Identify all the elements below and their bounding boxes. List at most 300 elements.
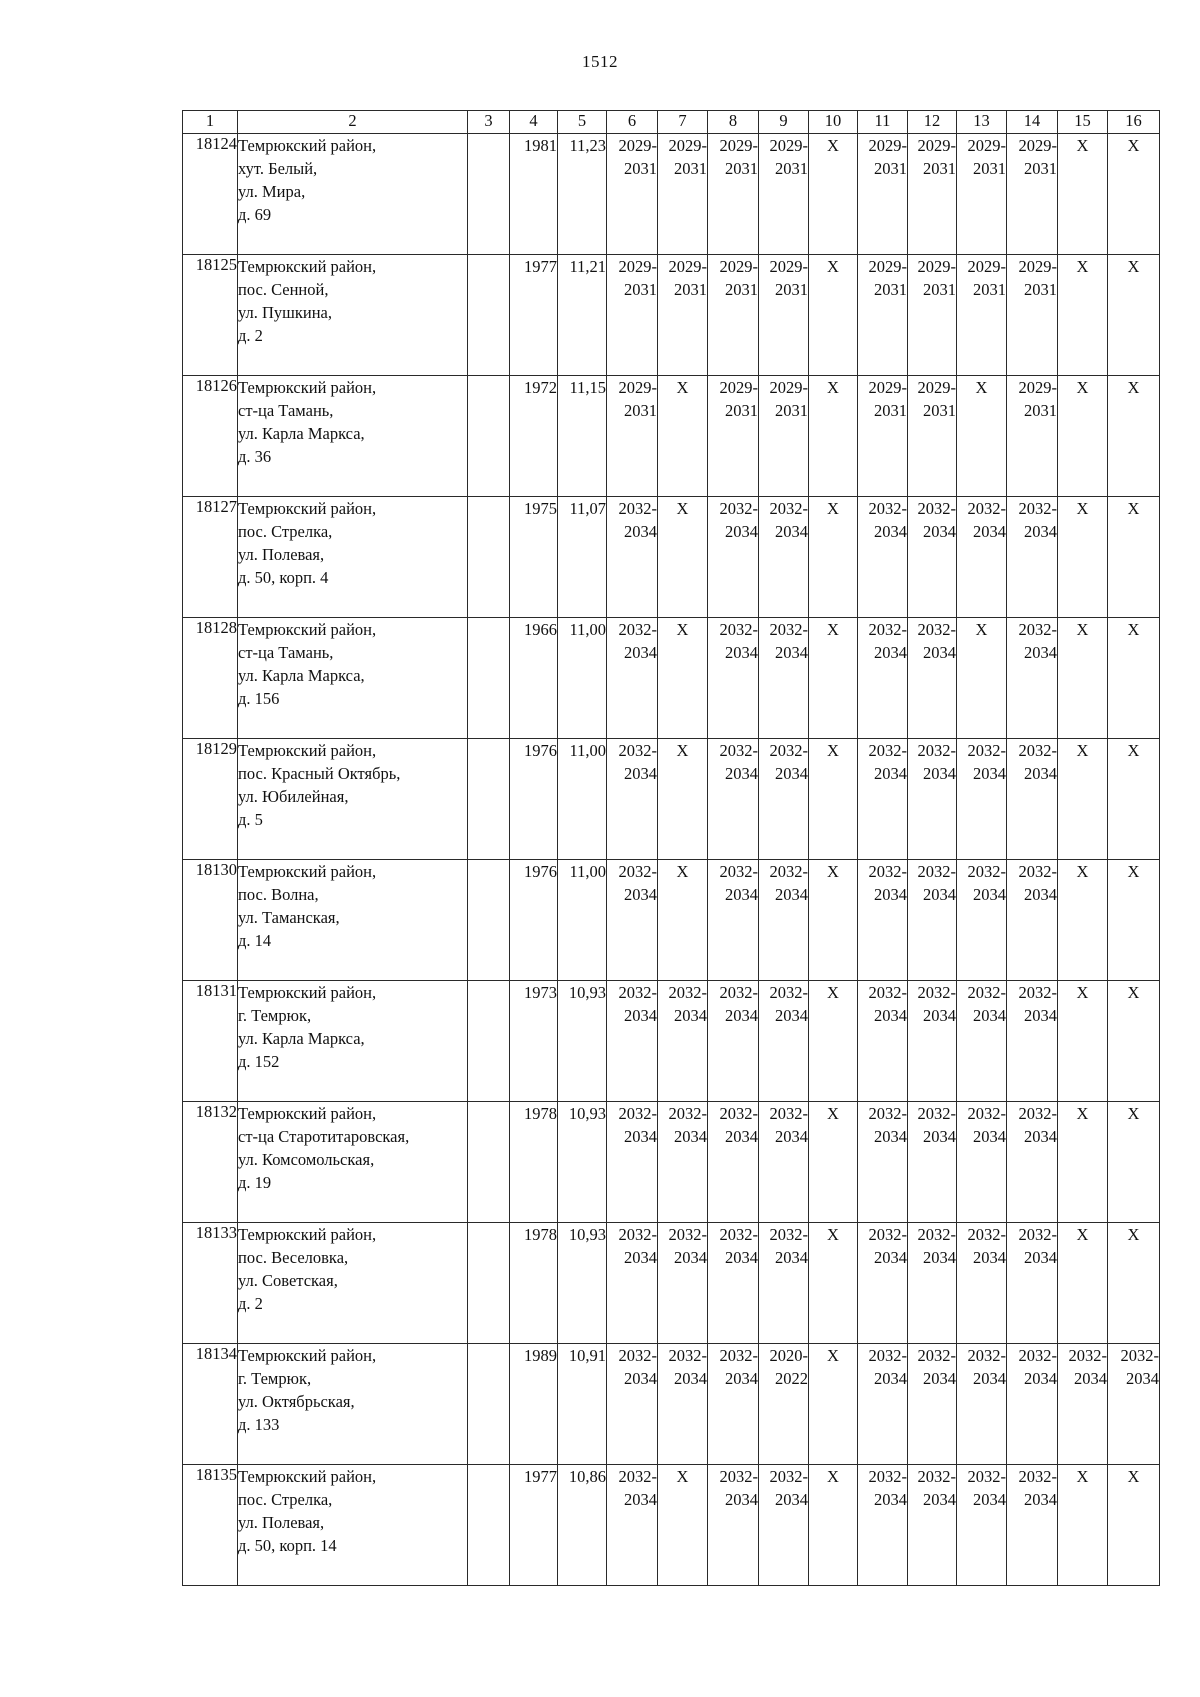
column-header-13: 13 [957, 111, 1007, 134]
period-line: 2034 [973, 885, 1006, 904]
period-line: 2032- [618, 1104, 657, 1123]
period-cell-col-6 [607, 376, 658, 497]
row-number-cell: 18130 [183, 860, 238, 981]
period-line: 2034 [973, 1006, 1006, 1025]
period-line: 2029- [618, 378, 657, 397]
column-header-9: 9 [759, 111, 809, 134]
cell-col-3 [468, 860, 510, 981]
period-line: 2031 [775, 159, 808, 178]
period-line: 2032- [967, 1104, 1006, 1123]
period-line: 2032- [1018, 1467, 1057, 1486]
period-line: 2034 [874, 1248, 907, 1267]
period-cell-col-14 [1007, 981, 1058, 1102]
period-line: 2034 [624, 1248, 657, 1267]
period-cell-col-14 [1007, 1102, 1058, 1223]
cell-line: ул. Карла Маркса, [238, 1029, 365, 1048]
period-cell-col-14 [1007, 497, 1058, 618]
cell-col-10: X [809, 255, 858, 376]
period-cell-col-8 [708, 1102, 759, 1223]
period-cell-col-11 [858, 1465, 908, 1586]
period-line: 2032- [868, 983, 907, 1002]
period-cell-col-9 [759, 1465, 809, 1586]
period-line: 2029- [868, 378, 907, 397]
period-line: 2034 [1024, 1369, 1057, 1388]
period-cell-col-11 [858, 1344, 908, 1465]
cell-col-5: 10,93 [558, 981, 607, 1102]
address-cell [238, 255, 468, 376]
cell-line: ул. Советская, [238, 1271, 338, 1290]
period-line: 2034 [775, 1248, 808, 1267]
column-header-11: 11 [858, 111, 908, 134]
period-cell-col-8 [708, 497, 759, 618]
cell-col-10: X [809, 376, 858, 497]
cell-line: д. 50, корп. 14 [238, 1536, 337, 1555]
period-line: 2031 [725, 159, 758, 178]
period-line: 2029- [668, 136, 707, 155]
period-line: 2029- [917, 257, 956, 276]
cell-col-15: X [1058, 255, 1108, 376]
cell-col-7: X [658, 739, 708, 860]
period-cell-col-15 [1058, 1344, 1108, 1465]
period-line: 2032- [868, 1346, 907, 1365]
period-line: 2032- [618, 1225, 657, 1244]
period-cell-col-11 [858, 376, 908, 497]
period-cell-col-12 [908, 1223, 957, 1344]
period-cell-col-8 [708, 255, 759, 376]
period-line: 2034 [874, 885, 907, 904]
address-cell [238, 860, 468, 981]
row-number-cell: 18128 [183, 618, 238, 739]
cell-line: ул. Карла Маркса, [238, 666, 365, 685]
period-line: 2029- [1018, 136, 1057, 155]
table-row [183, 981, 1160, 1102]
row-number-cell: 18126 [183, 376, 238, 497]
cell-line: ул. Таманская, [238, 908, 340, 927]
period-line: 2034 [874, 1490, 907, 1509]
cell-col-16: X [1108, 255, 1160, 376]
period-line: 2031 [923, 280, 956, 299]
period-line: 2034 [725, 1127, 758, 1146]
cell-col-3 [468, 134, 510, 255]
column-header-3: 3 [468, 111, 510, 134]
period-line: 2031 [775, 280, 808, 299]
cell-col-5: 10,93 [558, 1102, 607, 1223]
column-header-15: 15 [1058, 111, 1108, 134]
period-cell-col-6 [607, 134, 658, 255]
cell-line: Темрюкский район, [238, 741, 377, 760]
period-cell-col-12 [908, 134, 957, 255]
cell-col-10: X [809, 1465, 858, 1586]
period-cell-col-6 [607, 1344, 658, 1465]
period-line: 2031 [923, 401, 956, 420]
period-cell-col-12 [908, 981, 957, 1102]
row-number-cell: 18125 [183, 255, 238, 376]
period-line: 2032- [668, 1346, 707, 1365]
period-cell-col-8 [708, 618, 759, 739]
period-line: 2034 [624, 764, 657, 783]
period-line: 2032- [967, 1346, 1006, 1365]
period-cell-col-16 [1108, 1344, 1160, 1465]
period-cell-col-12 [908, 497, 957, 618]
period-cell-col-6 [607, 1102, 658, 1223]
cell-line: ст-ца Старотитаровская, [238, 1127, 410, 1146]
cell-line: д. 69 [238, 205, 272, 224]
cell-line: ул. Мира, [238, 182, 306, 201]
cell-col-16: X [1108, 618, 1160, 739]
period-line: 2032- [967, 983, 1006, 1002]
register-table [182, 110, 1160, 1586]
period-cell-col-13 [957, 255, 1007, 376]
cell-line: ул. Комсомольская, [238, 1150, 375, 1169]
period-line: 2032- [967, 741, 1006, 760]
cell-col-16: X [1108, 981, 1160, 1102]
period-line: 2034 [725, 764, 758, 783]
period-line: 2034 [923, 1369, 956, 1388]
period-cell-col-12 [908, 1102, 957, 1223]
page-number: 1512 [582, 52, 618, 71]
cell-col-15: X [1058, 739, 1108, 860]
table-row [183, 376, 1160, 497]
period-line: 2032- [967, 1467, 1006, 1486]
address-cell [238, 981, 468, 1102]
column-header-16: 16 [1108, 111, 1160, 134]
address-cell [238, 1102, 468, 1223]
period-cell-col-8 [708, 134, 759, 255]
row-number-cell: 18132 [183, 1102, 238, 1223]
period-cell-col-7 [658, 1102, 708, 1223]
cell-col-5: 11,15 [558, 376, 607, 497]
cell-line: пос. Стрелка, [238, 522, 333, 541]
period-cell-col-9 [759, 255, 809, 376]
period-line: 2034 [874, 1127, 907, 1146]
period-cell-col-11 [858, 1223, 908, 1344]
period-cell-col-6 [607, 981, 658, 1102]
column-header-12: 12 [908, 111, 957, 134]
period-line: 2034 [874, 1369, 907, 1388]
period-line: 2034 [1024, 1127, 1057, 1146]
cell-col-3 [468, 1223, 510, 1344]
period-line: 2031 [674, 159, 707, 178]
cell-col-7: X [658, 1465, 708, 1586]
period-cell-col-11 [858, 739, 908, 860]
cell-line: Темрюкский район, [238, 378, 377, 397]
period-cell-col-12 [908, 618, 957, 739]
cell-col-16: X [1108, 1223, 1160, 1344]
period-line: 2032- [917, 620, 956, 639]
period-line: 2034 [775, 522, 808, 541]
period-line: 2034 [624, 1490, 657, 1509]
address-cell [238, 134, 468, 255]
period-cell-col-14 [1007, 255, 1058, 376]
row-number-cell: 18135 [183, 1465, 238, 1586]
cell-col-10: X [809, 1223, 858, 1344]
period-line: 2031 [874, 280, 907, 299]
period-line: 2034 [923, 643, 956, 662]
period-line: 2029- [967, 257, 1006, 276]
table-row [183, 1223, 1160, 1344]
cell-line: ул. Карла Маркса, [238, 424, 365, 443]
period-line: 2032- [719, 620, 758, 639]
period-line: 2032- [668, 1104, 707, 1123]
column-header-4: 4 [510, 111, 558, 134]
period-cell-col-9 [759, 618, 809, 739]
address-cell [238, 497, 468, 618]
cell-col-4: 1981 [510, 134, 558, 255]
period-cell-col-12 [908, 739, 957, 860]
cell-col-4: 1975 [510, 497, 558, 618]
period-line: 2029- [1018, 378, 1057, 397]
cell-line: Темрюкский район, [238, 1467, 377, 1486]
period-line: 2029- [967, 136, 1006, 155]
table-row [183, 618, 1160, 739]
period-cell-col-7 [658, 1223, 708, 1344]
period-cell-col-8 [708, 1465, 759, 1586]
cell-col-5: 11,00 [558, 739, 607, 860]
cell-col-5: 10,86 [558, 1465, 607, 1586]
period-line: 2031 [674, 280, 707, 299]
cell-col-5: 11,21 [558, 255, 607, 376]
cell-col-4: 1976 [510, 860, 558, 981]
cell-line: д. 5 [238, 810, 263, 829]
column-header-5: 5 [558, 111, 607, 134]
period-line: 2029- [868, 136, 907, 155]
cell-col-4: 1978 [510, 1102, 558, 1223]
period-cell-col-11 [858, 618, 908, 739]
period-line: 2032- [1018, 1225, 1057, 1244]
period-line: 2034 [1024, 643, 1057, 662]
period-cell-col-13 [957, 739, 1007, 860]
period-cell-col-12 [908, 376, 957, 497]
period-line: 2034 [973, 1490, 1006, 1509]
period-line: 2032- [769, 499, 808, 518]
period-line: 2034 [725, 1006, 758, 1025]
period-cell-col-7 [658, 255, 708, 376]
cell-line: ул. Пушкина, [238, 303, 333, 322]
period-cell-col-13 [957, 981, 1007, 1102]
period-line: 2034 [1024, 522, 1057, 541]
period-line: 2032- [868, 741, 907, 760]
cell-col-3 [468, 739, 510, 860]
cell-col-3 [468, 255, 510, 376]
cell-line: Темрюкский район, [238, 1104, 377, 1123]
cell-col-5: 10,93 [558, 1223, 607, 1344]
period-cell-col-9 [759, 134, 809, 255]
cell-col-10: X [809, 739, 858, 860]
period-cell-col-13 [957, 860, 1007, 981]
period-cell-col-14 [1007, 134, 1058, 255]
cell-col-3 [468, 497, 510, 618]
period-line: 2029- [1018, 257, 1057, 276]
period-line: 2034 [973, 1369, 1006, 1388]
period-line: 2034 [973, 764, 1006, 783]
cell-line: Темрюкский район, [238, 983, 377, 1002]
period-line: 2032- [668, 983, 707, 1002]
period-line: 2034 [1024, 885, 1057, 904]
cell-col-5: 10,91 [558, 1344, 607, 1465]
cell-line: д. 50, корп. 4 [238, 568, 329, 587]
cell-col-4: 1989 [510, 1344, 558, 1465]
period-line: 2029- [769, 378, 808, 397]
period-cell-col-9 [759, 1223, 809, 1344]
address-cell [238, 1223, 468, 1344]
period-cell-col-6 [607, 739, 658, 860]
period-cell-col-7 [658, 134, 708, 255]
period-line: 2034 [1126, 1369, 1159, 1388]
cell-col-15: X [1058, 618, 1108, 739]
row-number-cell: 18127 [183, 497, 238, 618]
cell-line: Темрюкский район, [238, 499, 377, 518]
period-line: 2032- [1018, 983, 1057, 1002]
period-cell-col-14 [1007, 1465, 1058, 1586]
period-cell-col-9 [759, 497, 809, 618]
cell-col-4: 1972 [510, 376, 558, 497]
cell-col-10: X [809, 860, 858, 981]
cell-col-16: X [1108, 860, 1160, 981]
period-cell-col-9 [759, 1102, 809, 1223]
period-line: 2032- [1018, 499, 1057, 518]
period-line: 2029- [719, 257, 758, 276]
period-line: 2031 [624, 280, 657, 299]
period-line: 2034 [874, 522, 907, 541]
period-line: 2034 [624, 522, 657, 541]
period-line: 2034 [624, 885, 657, 904]
period-line: 2034 [775, 1127, 808, 1146]
period-line: 2032- [719, 1346, 758, 1365]
period-cell-col-13 [957, 1465, 1007, 1586]
period-line: 2031 [624, 159, 657, 178]
period-line: 2029- [719, 378, 758, 397]
period-cell-col-8 [708, 376, 759, 497]
cell-col-10: X [809, 1102, 858, 1223]
cell-line: д. 152 [238, 1052, 280, 1071]
cell-col-7: X [658, 860, 708, 981]
period-line: 2032- [917, 862, 956, 881]
period-line: 2032- [1068, 1346, 1107, 1365]
address-cell [238, 618, 468, 739]
period-line: 2034 [923, 1248, 956, 1267]
period-line: 2029- [917, 136, 956, 155]
cell-col-3 [468, 981, 510, 1102]
table-row [183, 134, 1160, 255]
table-header [183, 111, 1160, 134]
table-row [183, 497, 1160, 618]
period-line: 2032- [868, 1225, 907, 1244]
address-cell [238, 1344, 468, 1465]
period-line: 2034 [624, 1006, 657, 1025]
period-line: 2032- [618, 741, 657, 760]
cell-col-4: 1976 [510, 739, 558, 860]
cell-col-3 [468, 1465, 510, 1586]
period-line: 2032- [769, 620, 808, 639]
cell-line: Темрюкский район, [238, 620, 377, 639]
period-line: 2032- [769, 862, 808, 881]
period-line: 2031 [973, 280, 1006, 299]
period-line: 2032- [618, 1467, 657, 1486]
cell-line: ст-ца Тамань, [238, 401, 334, 420]
period-line: 2032- [769, 983, 808, 1002]
period-line: 2032- [967, 1225, 1006, 1244]
address-cell [238, 1465, 468, 1586]
period-line: 2034 [725, 1248, 758, 1267]
cell-col-16: X [1108, 376, 1160, 497]
cell-col-3 [468, 1102, 510, 1223]
period-cell-col-8 [708, 1344, 759, 1465]
period-line: 2032- [719, 1104, 758, 1123]
period-line: 2031 [725, 401, 758, 420]
period-cell-col-13 [957, 497, 1007, 618]
period-line: 2022 [775, 1369, 808, 1388]
cell-col-4: 1977 [510, 1465, 558, 1586]
period-line: 2032- [618, 862, 657, 881]
cell-col-5: 11,23 [558, 134, 607, 255]
cell-col-15: X [1058, 1223, 1108, 1344]
cell-col-7: X [658, 376, 708, 497]
period-line: 2034 [923, 1006, 956, 1025]
row-number-cell: 18134 [183, 1344, 238, 1465]
cell-col-10: X [809, 618, 858, 739]
cell-col-16: X [1108, 739, 1160, 860]
column-header-14: 14 [1007, 111, 1058, 134]
table-row [183, 1344, 1160, 1465]
period-line: 2032- [769, 1467, 808, 1486]
cell-line: Темрюкский район, [238, 1225, 377, 1244]
column-header-2: 2 [238, 111, 468, 134]
cell-col-10: X [809, 1344, 858, 1465]
cell-line: д. 19 [238, 1173, 272, 1192]
period-line: 2031 [775, 401, 808, 420]
period-line: 2034 [923, 1127, 956, 1146]
period-cell-col-13 [957, 1344, 1007, 1465]
period-cell-col-9 [759, 376, 809, 497]
cell-col-10: X [809, 134, 858, 255]
period-line: 2034 [725, 885, 758, 904]
period-cell-col-12 [908, 255, 957, 376]
cell-line: Темрюкский район, [238, 136, 377, 155]
table-row [183, 860, 1160, 981]
period-line: 2032- [618, 1346, 657, 1365]
period-cell-col-14 [1007, 1223, 1058, 1344]
period-line: 2032- [719, 499, 758, 518]
cell-line: хут. Белый, [238, 159, 318, 178]
period-line: 2032- [917, 1467, 956, 1486]
period-line: 2034 [1024, 1248, 1057, 1267]
period-line: 2029- [769, 136, 808, 155]
period-line: 2034 [973, 522, 1006, 541]
period-line: 2031 [624, 401, 657, 420]
period-line: 2034 [624, 1369, 657, 1388]
address-cell [238, 739, 468, 860]
period-line: 2032- [618, 499, 657, 518]
period-cell-col-14 [1007, 376, 1058, 497]
cell-col-5: 11,00 [558, 860, 607, 981]
cell-line: ул. Полевая, [238, 545, 325, 564]
period-line: 2032- [917, 983, 956, 1002]
cell-col-15: X [1058, 1465, 1108, 1586]
period-cell-col-14 [1007, 860, 1058, 981]
period-cell-col-11 [858, 1102, 908, 1223]
period-line: 2032- [618, 983, 657, 1002]
table-body [183, 134, 1160, 1586]
period-line: 2031 [923, 159, 956, 178]
cell-line: д. 2 [238, 1294, 263, 1313]
cell-line: пос. Волна, [238, 885, 319, 904]
cell-line: д. 133 [238, 1415, 280, 1434]
cell-col-4: 1973 [510, 981, 558, 1102]
period-line: 2034 [923, 885, 956, 904]
period-line: 2032- [719, 1225, 758, 1244]
cell-line: пос. Красный Октябрь, [238, 764, 401, 783]
cell-col-13: X [957, 376, 1007, 497]
